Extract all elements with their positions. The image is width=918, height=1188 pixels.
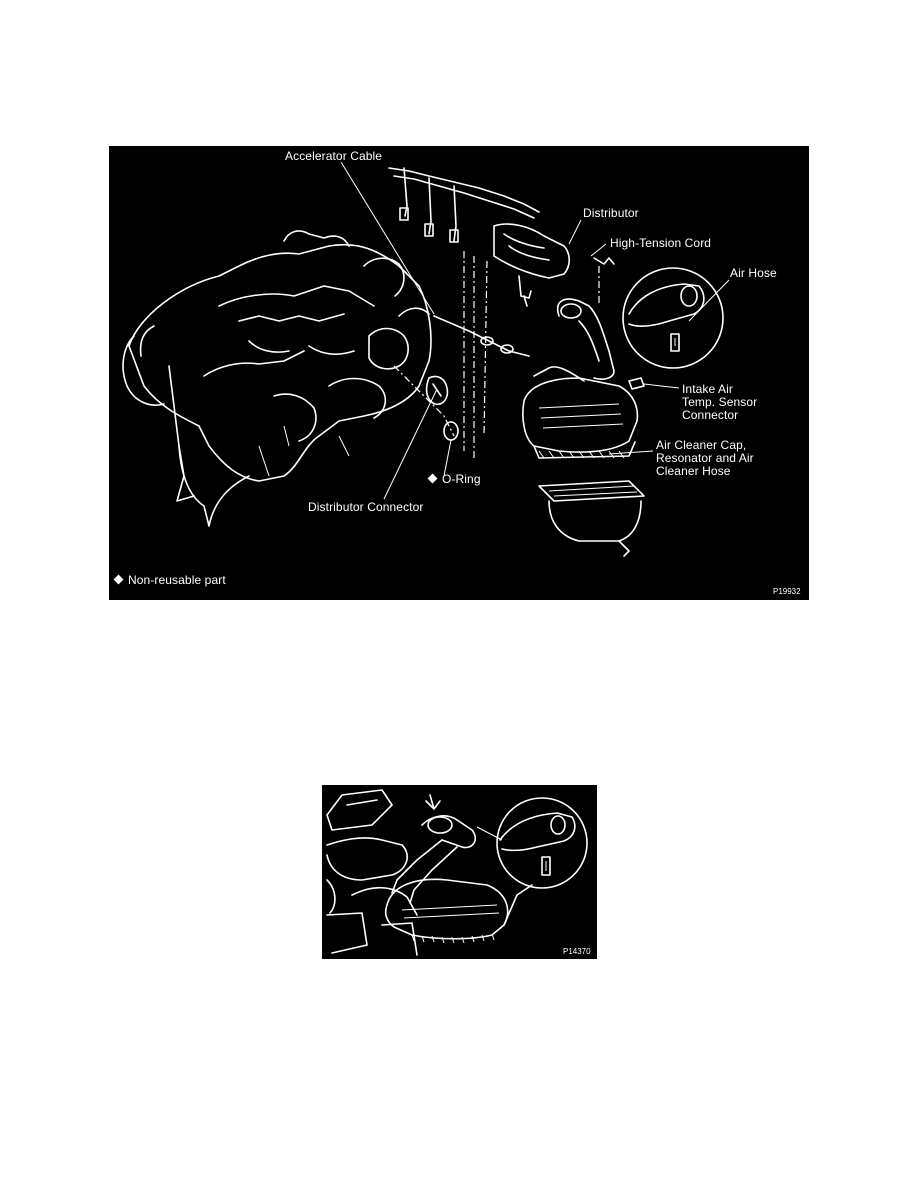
o-ring-part	[444, 422, 458, 440]
figure-code: P19932	[773, 587, 801, 596]
air-hose-part	[534, 299, 614, 381]
air-filter-part	[539, 481, 644, 556]
label-accelerator-cable: Accelerator Cable	[285, 149, 383, 163]
detail-circle	[497, 798, 587, 888]
non-reusable-diamond-icon	[114, 575, 124, 585]
high-tension-cord-part	[594, 258, 614, 264]
label-air-hose: Air Hose	[730, 266, 777, 280]
label-air-cleaner-cap: Air Cleaner Cap, Resonator and Air Cleaner Hose	[656, 438, 754, 478]
air-hose-detail-circle	[623, 268, 723, 368]
engine-diagram	[109, 146, 809, 600]
engine-block	[123, 231, 431, 526]
air-cleaner-part	[386, 879, 532, 943]
air-cleaner-cap-part	[523, 378, 638, 458]
sensor-connector-part	[629, 378, 644, 389]
non-reusable-diamond-icon	[428, 474, 438, 484]
spark-plug-wires	[389, 168, 539, 242]
label-high-tension-cord: High-Tension Cord	[610, 236, 712, 250]
air-hose-illustration	[322, 785, 597, 959]
label-distributor: Distributor	[583, 206, 639, 220]
legend-non-reusable	[113, 574, 226, 587]
cable-fitting	[481, 337, 493, 345]
cable-fitting	[501, 345, 513, 353]
figure-code: P14370	[563, 947, 591, 956]
label-o-ring	[427, 473, 481, 486]
accelerator-cable-part	[434, 316, 529, 356]
legend-text: Non-reusable part	[128, 573, 226, 587]
label-intake-air-temp-sensor: Intake Air Temp. Sensor Connector	[682, 382, 758, 422]
engine-illustration	[109, 146, 809, 600]
distributor-connector-part	[427, 376, 448, 404]
air-hose-photo-diagram	[322, 785, 597, 959]
assembly-line	[484, 261, 487, 436]
o-ring-text: O-Ring	[442, 472, 481, 486]
distributor-part	[494, 224, 569, 306]
label-distributor-connector: Distributor Connector	[308, 500, 424, 514]
